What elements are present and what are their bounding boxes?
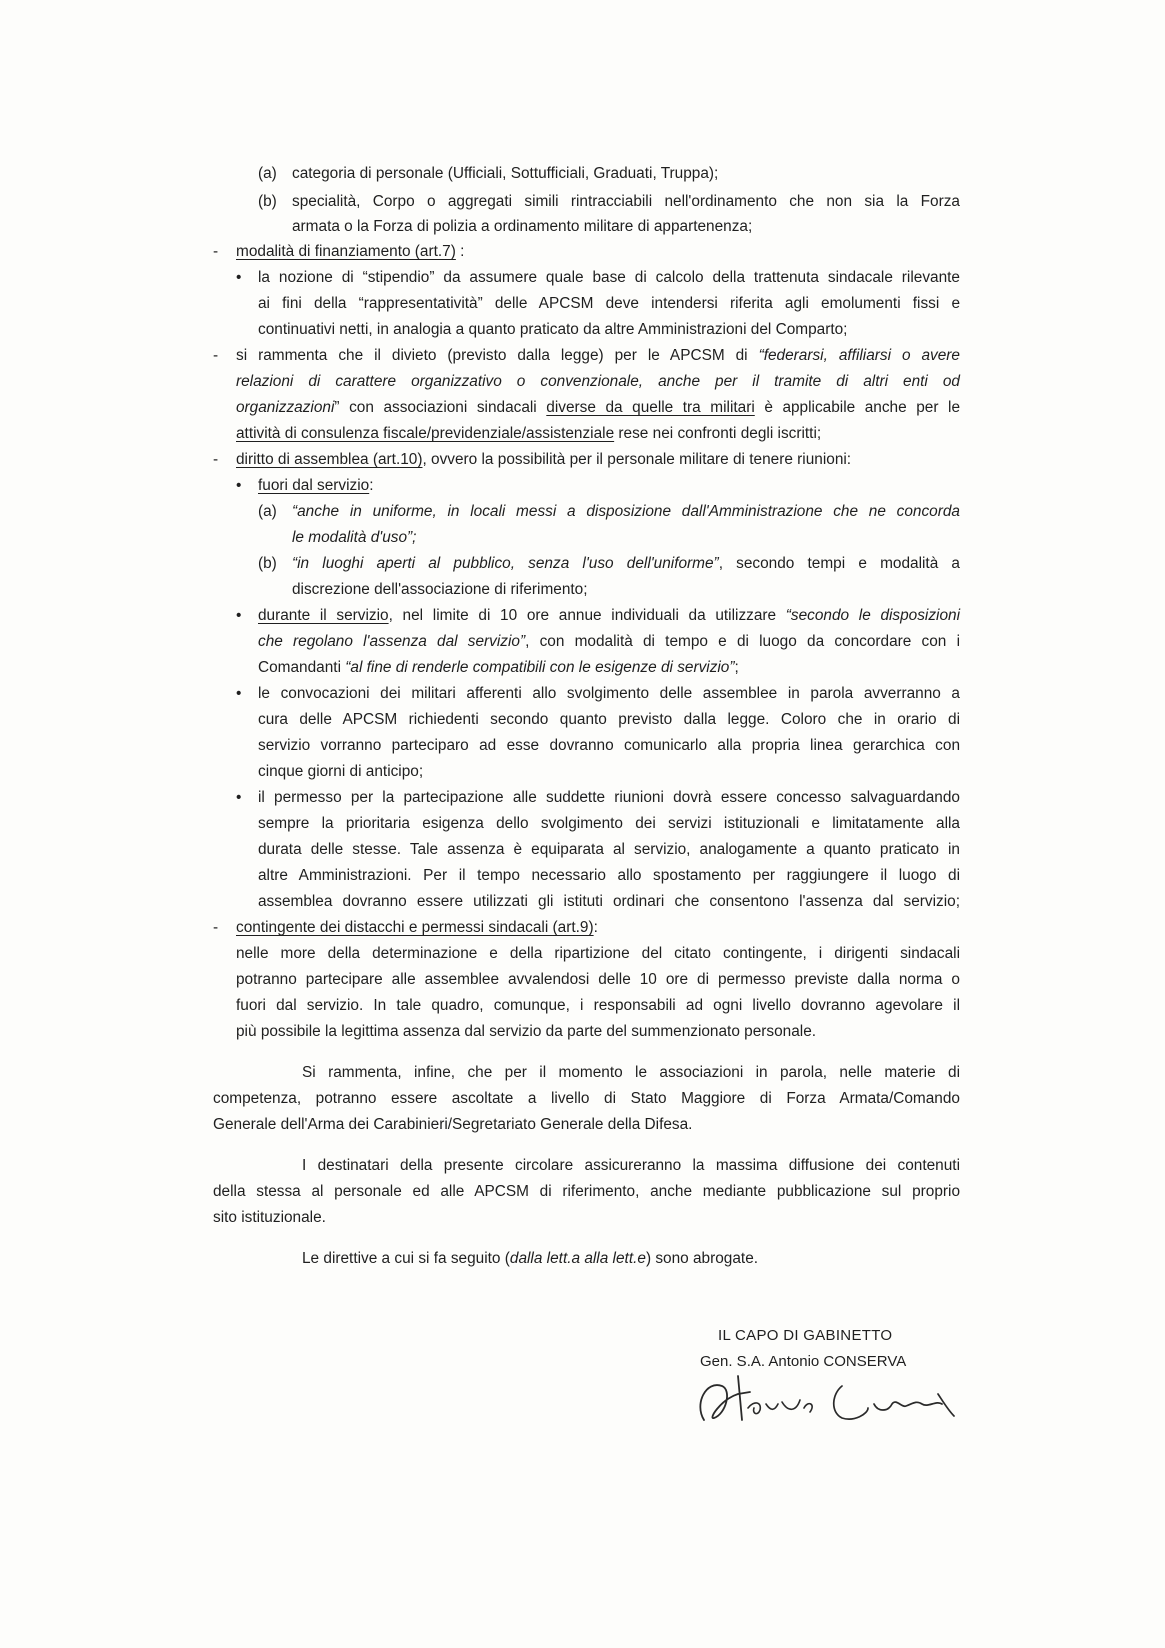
durante-line1-text: , nel limite di 10 ore annue individuali da utilizzare (388, 607, 786, 624)
assemblea-heading-rest: , ovvero la possibilità per il personale militare di tenere riunioni: (422, 451, 852, 468)
contingente-line1: nelle more della determinazione e della ripartizione del citato contingente, i dirigenti sindacali (236, 945, 960, 962)
paragraph3 (302, 1245, 758, 1273)
stipendio-line1: la nozione di “stipendio” da assumere quale base di calcolo della trattenuta sindacale rilevante (258, 269, 960, 286)
divieto-line3 (236, 394, 960, 422)
divieto-line4 (236, 420, 821, 448)
paragraph2-line3: sito istituzionale. (213, 1209, 326, 1226)
paragraph3-italic: dalla lett.a alla lett.e (509, 1250, 646, 1267)
paragraph1-line1: Si rammenta, infine, che per il momento le associazioni in parola, nelle materie di (302, 1064, 960, 1081)
divieto-quote-end: organizzazioni (236, 399, 335, 416)
finanziamento-colon: : (455, 243, 465, 260)
bullet-stipendio: • (236, 269, 242, 286)
durante-quote-end: che regolano l'assenza dal servizio” (258, 633, 526, 650)
stipendio-line3: continuativi netti, in analogia a quanto praticato da altre Amministrazioni del Comparto; (258, 321, 848, 338)
bullet-convocazioni: • (236, 685, 242, 702)
finanziamento-heading-line (236, 238, 464, 266)
divieto-line3-end: è applicabile anche per le (754, 399, 960, 416)
divieto-line2: relazioni di carattere organizzativo o convenzionale, anche per il tramite di altri enti od (236, 373, 960, 390)
paragraph3-end: ) sono abrogate. (645, 1250, 759, 1267)
dash-assemblea: - (213, 451, 219, 468)
divieto-line1-text: si rammenta che il divieto (previsto dalla legge) per le APCSM di (236, 347, 759, 364)
divieto-underlined: diverse da quelle tra militari (546, 399, 755, 416)
convocazioni-line3: servizio vorranno parteciparo ad esse dovranno comunicarlo alla propria linea gerarchica con (258, 737, 960, 754)
item-a-marker: (a) (258, 165, 277, 182)
permesso-line3: durata delle stesse. Tale assenza è equiparata al servizio, analogamente a quanto praticato in (258, 841, 960, 858)
paragraph2-line1: I destinatari della presente circolare assicureranno la massima diffusione dei contenuti (302, 1157, 960, 1174)
contingente-colon: : (593, 919, 598, 936)
fuori-a-marker: (a) (258, 503, 277, 520)
bullet-durante: • (236, 607, 242, 624)
durante-semicolon: ; (734, 659, 739, 676)
fuori-b-line1 (292, 550, 960, 578)
dash-contingente: - (213, 919, 219, 936)
contingente-heading-line (236, 914, 598, 942)
fuori-colon: : (369, 477, 374, 494)
contingente-line3: fuori dal servizio. In tale quadro, comunque, i responsabili ad ogni livello dovranno agevolare il (236, 997, 960, 1014)
permesso-line4: altre Amministrazioni. Per il tempo necessario allo spostamento per raggiungere il luogo di (258, 867, 960, 884)
fuori-heading-line (258, 472, 373, 500)
convocazioni-line4: cinque giorni di anticipo; (258, 763, 424, 780)
consulenza-underlined: attività di consulenza fiscale/previdenziale/assistenziale (236, 425, 615, 442)
durante-quote-start: “secondo le disposizioni (785, 607, 961, 624)
assemblea-heading: diritto di assemblea (art.10) (236, 451, 423, 468)
contingente-line4: più possibile la legittima assenza dal servizio da parte del summenzionato personale. (236, 1023, 817, 1040)
bullet-permesso: • (236, 789, 242, 806)
finanziamento-heading: modalità di finanziamento (art.7) (236, 243, 456, 260)
durante-quote-fine: “al fine di renderle compatibili con le esigenze di servizio” (345, 659, 735, 676)
item-a-text: categoria di personale (Ufficiali, Sottufficiali, Graduati, Truppa); (292, 165, 719, 182)
dash-divieto: - (213, 347, 219, 364)
durante-line3 (258, 654, 739, 682)
item-b-line1: specialità, Corpo o aggregati simili rintracciabili nell'ordinamento che non sia la Forza (292, 193, 960, 210)
bullet-fuori: • (236, 477, 242, 494)
durante-line1 (258, 602, 960, 630)
contingente-line2: potranno partecipare alle assemblee avvalendosi delle 10 ore di permesso previste dalla norma o (236, 971, 960, 988)
paragraph1-line3: Generale dell'Arma dei Carabinieri/Segretariato Generale della Difesa. (213, 1116, 693, 1133)
signature-name: Gen. S.A. Antonio CONSERVA (700, 1353, 907, 1370)
permesso-line2: sempre la prioritaria esigenza dello svolgimento dei servizi istituzionali e limitatamente alla (258, 815, 960, 832)
fuori-b-line1-end: , secondo tempi e modalità a (718, 555, 960, 572)
fuori-b-quote: “in luoghi aperti al pubblico, senza l'uso dell'uniforme” (292, 555, 719, 572)
dash-finanziamento: - (213, 243, 219, 260)
fuori-b-marker: (b) (258, 555, 277, 572)
paragraph2-line2: della stessa al personale ed alle APCSM di riferimento, anche mediante pubblicazione sul proprio (213, 1183, 960, 1200)
permesso-line5: assemblea dovranno essere utilizzati gli istituti ordinari che consentono l'assenza dal servizio; (258, 893, 960, 910)
contingente-heading: contingente dei distacchi e permessi sindacali (art.9) (236, 919, 594, 936)
permesso-line1: il permesso per la partecipazione alle suddette riunioni dovrà essere concesso salvaguardando (258, 789, 960, 806)
divieto-line4-end: rese nei confronti degli iscritti; (614, 425, 822, 442)
signature-title: IL CAPO DI GABINETTO (718, 1327, 893, 1344)
stipendio-line2: ai fini della “rappresentatività” delle APCSM deve intendersi riferita agli emolumenti fissi e (258, 295, 960, 312)
fuori-b-line2: discrezione dell'associazione di riferimento; (292, 581, 588, 598)
paragraph1-line2: competenza, potranno essere ascoltate a livello di Stato Maggiore di Forza Armata/Comando (213, 1090, 960, 1107)
divieto-quote-start: “federarsi, affiliarsi o avere (758, 347, 960, 364)
item-b-marker: (b) (258, 193, 277, 210)
assemblea-heading-line (236, 446, 851, 474)
durante-label: durante il servizio (258, 607, 389, 624)
durante-line2-text: , con modalità di tempo e di luogo da concordare con i (525, 633, 960, 650)
convocazioni-line1: le convocazioni dei militari afferenti allo svolgimento delle assemblee in parola avverranno a (258, 685, 960, 702)
fuori-a-line2: le modalità d'uso”; (292, 529, 417, 546)
fuori-a-line1: “anche in uniforme, in locali messi a disposizione dall'Amministrazione che ne concorda (292, 503, 960, 520)
handwritten-signature (692, 1364, 992, 1434)
item-b-line2: armata o la Forza di polizia a ordinamento militare di appartenenza; (292, 218, 753, 235)
paragraph3-start: Le direttive a cui si fa seguito ( (302, 1250, 510, 1267)
durante-line2 (258, 628, 960, 656)
durante-comandanti: Comandanti (258, 659, 346, 676)
divieto-line3-text: ” con associazioni sindacali (334, 399, 547, 416)
convocazioni-line2: cura delle APCSM richiedenti secondo quanto previsto dalla legge. Coloro che in orario di (258, 711, 960, 728)
divieto-line1 (236, 342, 960, 370)
fuori-label: fuori dal servizio (258, 477, 370, 494)
